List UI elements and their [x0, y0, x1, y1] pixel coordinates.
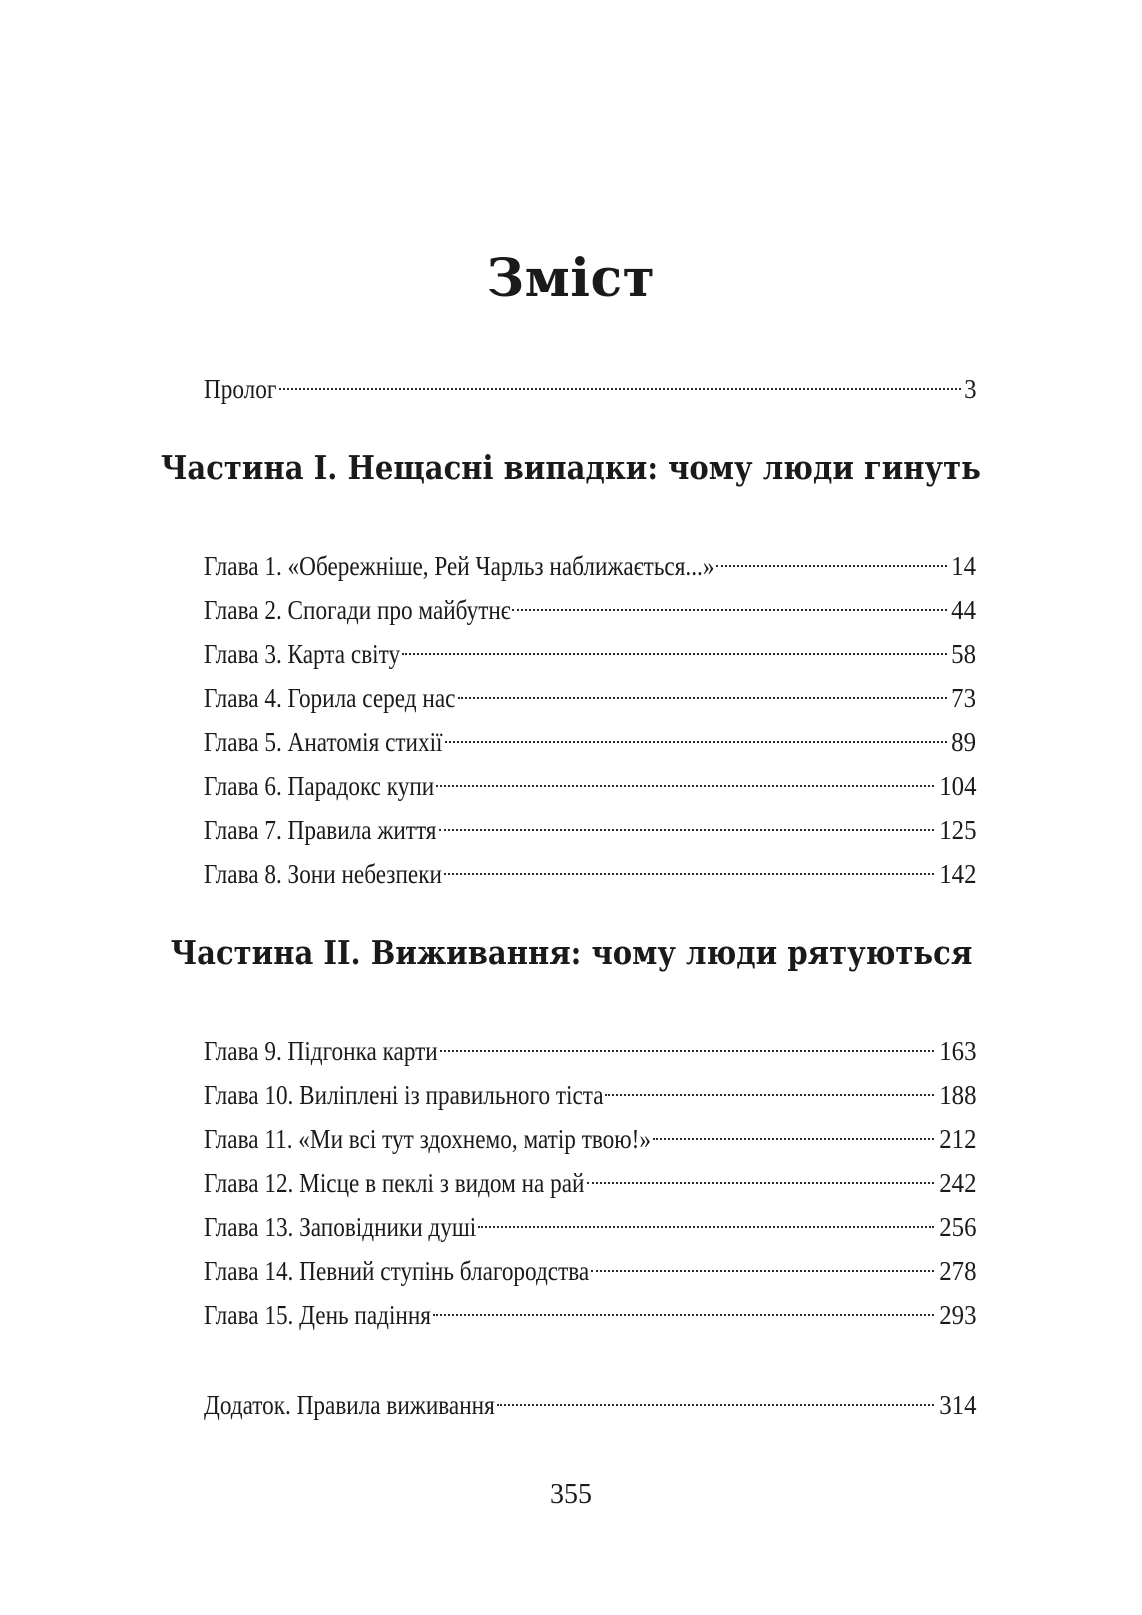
- toc-entry-chapter-4[interactable]: [204, 673, 976, 715]
- toc-entry-label: Глава 13. Заповідники душі: [204, 1212, 477, 1242]
- toc-entry-label: Глава 10. Виліплені із правильного тіста: [204, 1080, 604, 1110]
- toc-entry-chapter-13[interactable]: [204, 1202, 976, 1244]
- dot-leader: [433, 1290, 934, 1324]
- toc-entry-label: Глава 6. Парадокс купи: [204, 771, 435, 801]
- toc-entry-label: Глава 7. Правила життя: [204, 815, 437, 845]
- toc-entry-chapter-3[interactable]: [204, 629, 976, 671]
- toc-entry-label: Глава 11. «Ми всі тут здохнемо, матір твою!»: [204, 1124, 651, 1154]
- toc-entry-page: 14: [951, 551, 976, 581]
- toc-entry-label: Глава 14. Певний ступінь благородства: [204, 1256, 590, 1286]
- toc-entry-page: 293: [938, 1300, 976, 1330]
- dot-leader: [512, 585, 947, 619]
- toc-entry-page: 142: [938, 859, 976, 889]
- toc-entry-page: 278: [938, 1256, 976, 1286]
- part-heading-2: [0, 933, 1142, 973]
- toc-entry-page: 104: [938, 771, 976, 801]
- dot-leader: [436, 761, 934, 795]
- toc-entry-page: 73: [951, 683, 976, 713]
- toc-entry-page: 314: [938, 1390, 976, 1420]
- toc-entry-label: Глава 9. Підгонка карти: [204, 1036, 438, 1066]
- toc-entry-label: Глава 12. Місце в пеклі з видом на рай: [204, 1168, 585, 1198]
- toc-entry-chapter-14[interactable]: [204, 1246, 976, 1288]
- toc-entry-prologue[interactable]: [204, 364, 976, 406]
- toc-entry-page: 188: [938, 1080, 976, 1110]
- dot-leader: [605, 1070, 933, 1104]
- toc-entry-chapter-12[interactable]: [204, 1158, 976, 1200]
- dot-leader: [444, 849, 934, 883]
- toc-entry-page: 44: [951, 595, 976, 625]
- toc-entry-chapter-6[interactable]: [204, 761, 976, 803]
- toc-entry-chapter-10[interactable]: [204, 1070, 976, 1112]
- toc-entry-chapter-7[interactable]: [204, 805, 976, 847]
- toc-entry-chapter-9[interactable]: [204, 1026, 976, 1068]
- dot-leader: [458, 673, 947, 707]
- toc-entry-chapter-5[interactable]: [204, 717, 976, 759]
- dot-leader: [440, 1026, 934, 1060]
- dot-leader: [497, 1380, 934, 1414]
- dot-leader: [653, 1114, 934, 1148]
- toc-entry-page: 3: [963, 374, 976, 404]
- dot-leader: [716, 541, 947, 575]
- toc-entry-page: 125: [938, 815, 976, 845]
- dot-leader: [478, 1202, 934, 1236]
- dot-leader: [402, 629, 947, 663]
- page-title: Зміст: [486, 247, 656, 309]
- toc-entry-label: Глава 4. Горила серед нас: [204, 683, 456, 713]
- dot-leader: [439, 805, 934, 839]
- part-heading-text: Частина I. Нещасні випадки: чому люди гинуть: [161, 448, 981, 487]
- toc-entry-label: Глава 5. Анатомія стихії: [204, 727, 443, 757]
- toc-entry-page: 89: [951, 727, 976, 757]
- part-heading-text: Частина II. Виживання: чому люди рятуються: [170, 933, 972, 972]
- toc-entry-label: Глава 8. Зони небезпеки: [204, 859, 442, 889]
- toc-entry-chapter-11[interactable]: [204, 1114, 976, 1156]
- toc-entry-page: 163: [938, 1036, 976, 1066]
- toc-entry-chapter-8[interactable]: [204, 849, 976, 891]
- dot-leader: [587, 1158, 934, 1192]
- toc-entry-page: 58: [951, 639, 976, 669]
- toc-entry-appendix[interactable]: [204, 1380, 976, 1422]
- dot-leader: [591, 1246, 933, 1280]
- toc-entry-label: Глава 3. Карта світу: [204, 639, 401, 669]
- toc-entry-chapter-15[interactable]: [204, 1290, 976, 1332]
- toc-entry-page: 256: [938, 1212, 976, 1242]
- dot-leader: [445, 717, 947, 751]
- toc-entry-page: 242: [938, 1168, 976, 1198]
- toc-entry-chapter-1[interactable]: [204, 541, 976, 583]
- part-heading-1: [0, 448, 1142, 488]
- page-number: 355: [550, 1479, 592, 1510]
- toc-entry-label: Глава 2. Спогади про майбутнє: [204, 595, 511, 625]
- toc-entry-label: Пролог: [204, 374, 277, 404]
- toc-entry-page: 212: [938, 1124, 976, 1154]
- dot-leader: [279, 364, 961, 398]
- toc-entry-chapter-2[interactable]: [204, 585, 976, 627]
- toc-entry-label: Глава 1. «Обережніше, Рей Чарльз наближається...»: [204, 551, 715, 581]
- toc-entry-label: Додаток. Правила виживання: [204, 1390, 495, 1420]
- toc-entry-label: Глава 15. День падіння: [204, 1300, 431, 1330]
